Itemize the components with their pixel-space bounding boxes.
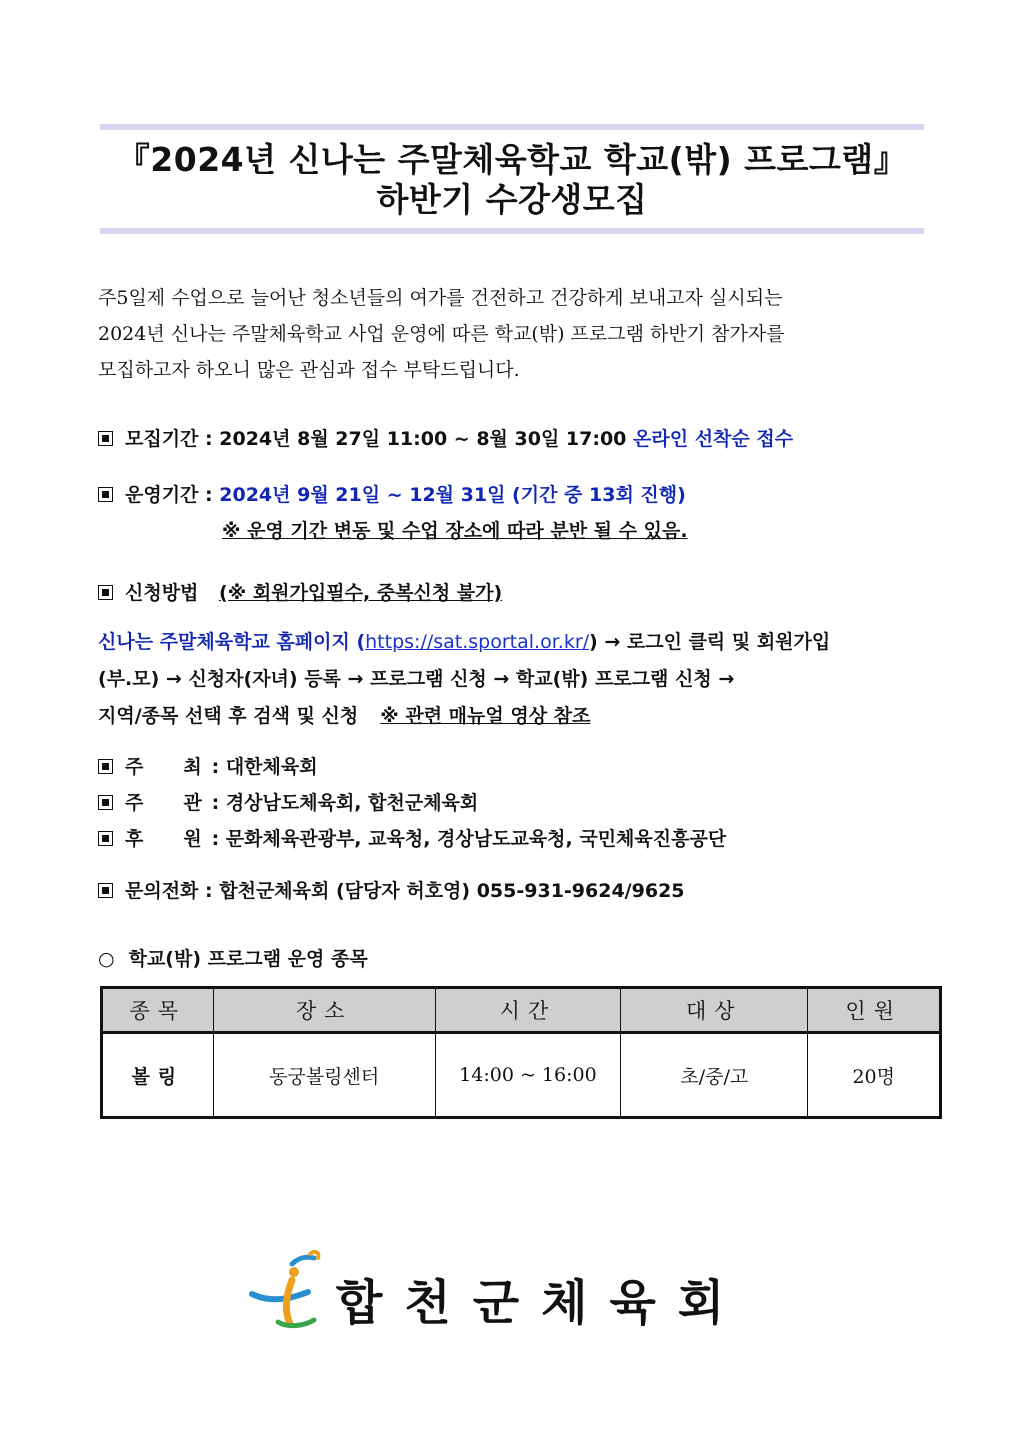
program-table: [100, 986, 942, 1119]
logo-emblem-icon: [248, 1250, 328, 1340]
table-header-row: [102, 988, 941, 1033]
intro-line: 2024년 신나는 주말체육학교 사업 운영에 따른 학교(밖) 프로그램 하반기 참가자를: [98, 323, 785, 345]
checkbox-bullet-icon: [98, 487, 113, 502]
circle-bullet-icon: ○: [98, 948, 115, 970]
label-char: 원: [183, 828, 202, 850]
table-header-cell: 종목: [102, 988, 214, 1033]
flow-reference: ※ 관련 매뉴얼 영상 참조: [380, 705, 591, 727]
logo-text: 합천군체육회: [336, 1275, 747, 1331]
recruit-label: 모집기간: [125, 428, 199, 450]
table-cell-sport: 볼링: [102, 1033, 214, 1118]
contact-value: 합천군체육회 (담당자 허호영) 055-931-9624/9625: [219, 880, 685, 902]
label-char: 후: [125, 828, 144, 850]
table-header-cell: 장소: [213, 988, 435, 1033]
flow-line-3: 지역/종목 선택 후 검색 및 신청: [98, 705, 359, 727]
table-cell-capacity: 20명: [808, 1033, 941, 1118]
flow-after-url: ) → 로그인 클릭 및 회원가입: [589, 631, 831, 653]
operation-note: ※ 운영 기간 변동 및 수업 장소에 따라 분반 될 수 있음.: [222, 520, 688, 542]
organizer-host-value: 대한체육회: [225, 756, 318, 778]
organizer-host-row: 주 최 : 대한체육회: [98, 752, 318, 779]
program-section-text: 학교(밖) 프로그램 운영 종목: [128, 948, 368, 970]
label-char: 관: [183, 792, 202, 814]
table-cell-place: 동궁볼링센터: [213, 1033, 435, 1118]
checkbox-bullet-icon: [98, 883, 113, 898]
recruit-value: 2024년 8월 27일 11:00 ~ 8월 30일 17:00: [219, 428, 627, 450]
label-char: 최: [183, 756, 202, 778]
label-char: 주: [125, 756, 144, 778]
recruit-period-row: [98, 424, 793, 451]
checkbox-bullet-icon: [98, 795, 113, 810]
table-cell-time: 14:00 ~ 16:00: [435, 1033, 620, 1118]
organizer-manage-row: 주 관 : 경상남도체육회, 합천군체육회: [98, 788, 478, 815]
operation-label: 운영기간: [125, 484, 199, 506]
homepage-link[interactable]: https://sat.sportal.or.kr/: [365, 631, 590, 653]
organizer-label: [125, 752, 205, 779]
title-block: [100, 124, 924, 234]
checkbox-bullet-icon: [98, 831, 113, 846]
label-char: 주: [125, 792, 144, 814]
operation-value: 2024년 9월 21일 ~ 12월 31일 (기간 중 13회 진행): [219, 484, 686, 506]
checkbox-bullet-icon: [98, 431, 113, 446]
organization-logo: [248, 1250, 768, 1340]
organizer-manage-value: 경상남도체육회, 합천군체육회: [225, 792, 479, 814]
operation-period-row: [98, 480, 686, 507]
apply-note: (※ 회원가입필수, 중복신청 불가): [219, 582, 503, 604]
colon: :: [198, 484, 220, 506]
program-section-title: [98, 944, 368, 971]
colon: :: [198, 880, 220, 902]
intro-line: 주5일제 수업으로 늘어난 청소년들의 여가를 건전하고 건강하게 보내고자 실시되는: [98, 287, 783, 309]
apply-flow: [98, 624, 830, 735]
checkbox-bullet-icon: [98, 585, 113, 600]
apply-label: 신청방법: [125, 582, 199, 604]
organizer-support-row: 후 원 : 문화체육관광부, 교육청, 경상남도교육청, 국민체육진흥공단: [98, 824, 726, 851]
organizer-label: [125, 824, 205, 851]
table-header-cell: 대상: [621, 988, 808, 1033]
table-header-cell: 인원: [808, 988, 941, 1033]
intro-line: 모집하고자 하오니 많은 관심과 접수 부탁드립니다.: [98, 359, 520, 381]
checkbox-bullet-icon: [98, 759, 113, 774]
colon: :: [198, 428, 220, 450]
flow-site: 신나는 주말체육학교 홈페이지 (: [98, 631, 366, 653]
flow-line-2: (부.모) → 신청자(자녀) 등록 → 프로그램 신청 → 학교(밖) 프로그램 신청 →: [98, 668, 735, 690]
organizer-label: [125, 788, 205, 815]
organizer-support-value: 문화체육관광부, 교육청, 경상남도교육청, 국민체육진흥공단: [225, 828, 727, 850]
table-row: [102, 1033, 941, 1118]
contact-row: [98, 876, 685, 903]
table-cell-target: 초/중/고: [621, 1033, 808, 1118]
recruit-highlight: 온라인 선착순 접수: [633, 428, 794, 450]
title-bottom-bar: [100, 228, 924, 234]
document-title: 『2024년 신나는 주말체육학교 학교(밖) 프로그램』: [116, 140, 908, 179]
table-header-cell: 시간: [435, 988, 620, 1033]
document-subtitle: 하반기 수강생모집: [376, 180, 648, 219]
contact-label: 문의전화: [125, 880, 199, 902]
intro-paragraph: [98, 280, 928, 388]
title-top-bar: [100, 124, 924, 130]
apply-method-row: [98, 578, 502, 605]
